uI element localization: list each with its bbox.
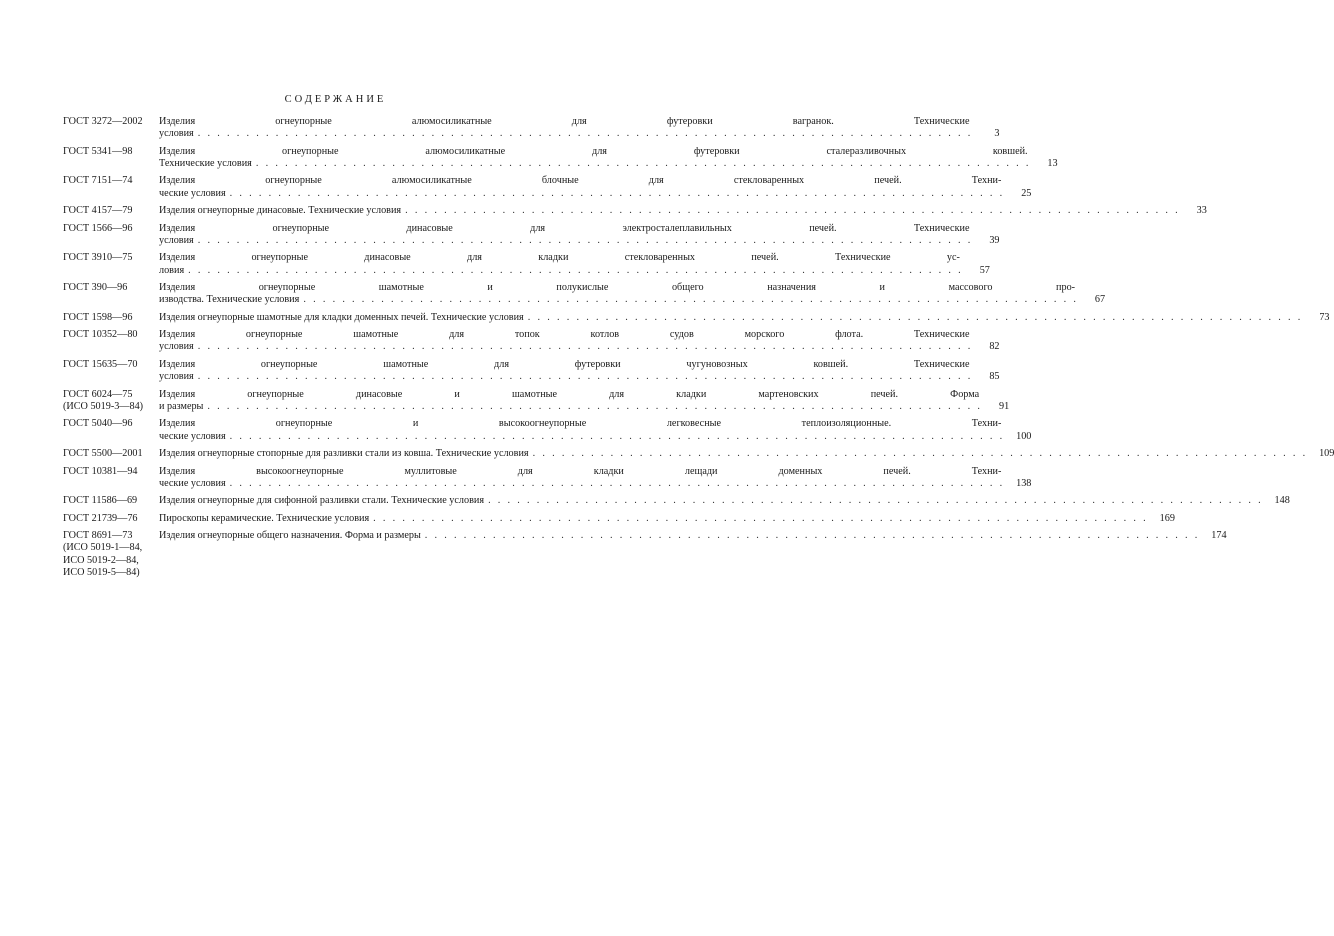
standard-code-line: ГОСТ 5040—96 [63, 418, 133, 430]
standard-code-line: ГОСТ 15635—70 [63, 358, 138, 370]
entry-title-line: Изделия огнеупорные алюмосиликатные для футеровки вагранок. Технические [159, 116, 970, 127]
entry-title [159, 312, 1330, 324]
entry-title [159, 418, 1031, 442]
entry-title [159, 282, 1105, 306]
entry-title-line: условия [159, 234, 194, 246]
toc-entry [63, 358, 1000, 383]
toc-entry [63, 205, 1207, 217]
page-number: 169 [1159, 512, 1175, 524]
page-number: 13 [1047, 157, 1058, 169]
toc-entry [63, 495, 1290, 507]
standard-code-line: ГОСТ 1598—96 [63, 311, 133, 323]
standard-code-line: ГОСТ 8691—73 [63, 530, 133, 542]
entry-title-line: ческие условия [159, 430, 226, 442]
entry-title [159, 495, 1290, 507]
entry-title-line: ческие условия [159, 477, 226, 489]
entry-title-line: Изделия огнеупорные алюмосиликатные блочные для стекловаренных печей. Техни- [159, 175, 1002, 187]
dot-leader: ................................................................................ [229, 187, 1010, 199]
dot-leader: ................................................................................ [197, 234, 978, 246]
entry-title-line: условия [159, 371, 194, 383]
standard-code-line: ГОСТ 10381—94 [63, 465, 138, 477]
standard-code-line: ГОСТ 10352—80 [63, 329, 138, 341]
entry-last-line [159, 530, 1227, 542]
entry-title-line: Изделия огнеупорные алюмосиликатные для футеровки сталеразливочных ковшей. [159, 145, 1028, 157]
entry-title-line: Изделия огнеупорные и высокоогнеупорные легковесные теплоизоляционные. Техни- [159, 418, 1002, 430]
entry-title [159, 146, 1058, 170]
toc-entry [63, 311, 1330, 324]
toc-entry [63, 448, 1334, 460]
entry-title [159, 513, 1175, 525]
standard-code-line: ГОСТ 1566—96 [63, 222, 133, 234]
entry-last-line [159, 188, 1031, 200]
entry-title-line: Изделия огнеупорные для сифонной разливки стали. Технические условия [159, 495, 485, 507]
standard-code [63, 418, 159, 430]
entry-last-line [159, 312, 1330, 324]
page-number: 85 [989, 371, 1000, 383]
standard-code-line: ГОСТ 5500—2001 [63, 448, 143, 460]
toc-entry [63, 282, 1106, 306]
entry-last-line [159, 294, 1105, 306]
toc-entry [63, 418, 1032, 442]
toc-entry [63, 222, 1000, 247]
page-number: 33 [1196, 205, 1207, 217]
standard-code [63, 329, 159, 341]
page-number: 91 [998, 400, 1010, 412]
entry-title-line: Изделия огнеупорные динасовые и шамотные для кладки мартеновских печей. Форма [159, 388, 980, 400]
entry-last-line [159, 128, 1000, 140]
standard-code-line: (ИСО 5019-3—84) [63, 400, 144, 412]
dot-leader: ................................................................................ [255, 157, 1036, 169]
standard-code [63, 146, 159, 158]
page-number: 67 [1094, 294, 1106, 306]
dot-leader: ................................................................................ [424, 530, 1205, 542]
standard-code [63, 389, 159, 413]
toc-entry [63, 388, 1010, 413]
page-number: 39 [989, 234, 1000, 246]
entry-title-line: Изделия огнеупорные динасовые для кладки стекловаренных печей. Технические ус- [159, 252, 960, 264]
entry-title-line: Изделия огнеупорные общего назначения. Форма и размеры [159, 530, 421, 542]
entry-title-line: Изделия огнеупорные динасовые. Технические условия [159, 205, 402, 217]
entry-title [159, 205, 1207, 217]
entry-last-line [159, 401, 1009, 413]
dot-leader: ................................................................................ [197, 128, 978, 140]
entry-last-line [159, 265, 990, 277]
standard-code-line: ГОСТ 21739—76 [63, 512, 138, 524]
entry-title [159, 175, 1031, 199]
table-of-contents [63, 116, 1334, 584]
entry-last-line [159, 341, 1000, 353]
entry-title [159, 530, 1227, 542]
toc-entry [63, 175, 1032, 199]
toc-entry [63, 252, 990, 276]
standard-code [63, 252, 159, 264]
entry-last-line [159, 158, 1058, 170]
standard-code [63, 359, 159, 371]
dot-leader: ................................................................................ [532, 448, 1313, 460]
page-number: 82 [989, 341, 1000, 353]
standard-code-line: ИСО 5019-5—84) [63, 566, 140, 578]
entry-title [159, 116, 1000, 140]
entry-title [159, 389, 1009, 413]
dot-leader: ................................................................................ [488, 495, 1268, 507]
dot-leader: ................................................................................ [373, 512, 1153, 524]
page-number: 138 [1016, 477, 1032, 489]
dot-leader: ................................................................................ [207, 400, 988, 412]
toc-entry [63, 329, 1000, 353]
entry-title-line: Технические условия [159, 157, 252, 169]
entry-title [159, 252, 990, 276]
entry-title-line: ловия [159, 264, 185, 276]
entry-title-line: условия [159, 128, 194, 140]
standard-code-line: ГОСТ 3910—75 [63, 252, 133, 264]
standard-code-line: ГОСТ 6024—75 [63, 388, 133, 400]
entry-title-line: Изделия огнеупорные шамотные для кладки доменных печей. Технические условия [159, 311, 524, 323]
page-number: 148 [1274, 495, 1290, 507]
entry-title-line: Изделия огнеупорные шамотные для топок котлов судов морского флота. Технические [159, 329, 970, 341]
entry-title [159, 448, 1334, 460]
entry-last-line [159, 448, 1334, 460]
page-number: 174 [1211, 530, 1227, 542]
standard-code [63, 223, 159, 235]
page-number: 57 [979, 264, 990, 276]
dot-leader: ................................................................................ [197, 371, 978, 383]
entry-last-line [159, 495, 1290, 507]
entry-last-line [159, 371, 1000, 383]
standard-code-line: ИСО 5019-2—84, [63, 554, 139, 566]
page-number: 73 [1319, 311, 1330, 323]
entry-title-line: и размеры [159, 400, 204, 412]
toc-entry [63, 465, 1032, 490]
standard-code [63, 513, 159, 525]
entry-title-line: Изделия высокоогнеупорные муллитовые для кладки лещади доменных печей. Техни- [159, 465, 1002, 477]
standard-code [63, 282, 159, 294]
dot-leader: ................................................................................ [188, 264, 968, 276]
standard-code-line: ГОСТ 7151—74 [63, 175, 133, 187]
entry-title [159, 329, 1000, 353]
standard-code-line: ГОСТ 11586—69 [63, 495, 138, 507]
standard-code [63, 495, 159, 507]
standard-code [63, 175, 159, 187]
page-number: 3 [994, 128, 1000, 140]
dot-leader: ................................................................................ [197, 341, 978, 353]
entry-last-line [159, 478, 1031, 490]
standard-code-line: (ИСО 5019-1—84, [63, 542, 143, 554]
entry-title-line: Изделия огнеупорные шамотные и полукислые общего назначения и массового про- [159, 282, 1076, 294]
toc-entry [63, 116, 1000, 140]
standard-code [63, 312, 159, 324]
entry-title-line: условия [159, 341, 194, 353]
entry-title [159, 223, 1000, 247]
entry-title-line: Изделия огнеупорные стопорные для разливки стали из ковша. Технические условия [159, 448, 529, 460]
toc-entry [63, 145, 1058, 170]
toc-entry [63, 512, 1175, 525]
standard-code [63, 205, 159, 217]
page-number: 109 [1319, 448, 1334, 460]
entry-title [159, 359, 1000, 383]
dot-leader: ................................................................................ [527, 311, 1308, 323]
dot-leader: ................................................................................ [229, 430, 1010, 442]
dot-leader: ................................................................................ [405, 205, 1185, 217]
standard-code [63, 530, 159, 579]
entry-last-line [159, 513, 1175, 525]
entry-last-line [159, 431, 1031, 443]
entry-title-line: Изделия огнеупорные шамотные для футеровки чугуновозных ковшей. Технические [159, 358, 970, 370]
entry-last-line [159, 235, 1000, 247]
standard-code [63, 466, 159, 478]
page-number: 100 [1016, 430, 1032, 442]
standard-code-line: ГОСТ 5341—98 [63, 145, 133, 157]
dot-leader: ................................................................................ [229, 477, 1010, 489]
standard-code-line: ГОСТ 390—96 [63, 282, 128, 294]
page-title: СОДЕРЖАНИЕ [284, 94, 387, 105]
entry-title-line: ческие условия [159, 187, 226, 199]
entry-last-line [159, 205, 1207, 217]
standard-code-line: ГОСТ 4157—79 [63, 205, 133, 217]
page-number: 25 [1021, 187, 1032, 199]
entry-title [159, 466, 1031, 490]
entry-title-line: изводства. Технические условия [159, 294, 300, 306]
toc-entry [63, 530, 1227, 579]
standard-code [63, 448, 159, 460]
entry-title-line: Изделия огнеупорные динасовые для электросталеплавильных печей. Технические [159, 222, 970, 234]
standard-code-line: ГОСТ 3272—2002 [63, 116, 143, 127]
standard-code [63, 116, 159, 128]
entry-title-line: Пироскопы керамические. Технические условия [159, 512, 370, 524]
dot-leader: ................................................................................ [303, 294, 1084, 306]
